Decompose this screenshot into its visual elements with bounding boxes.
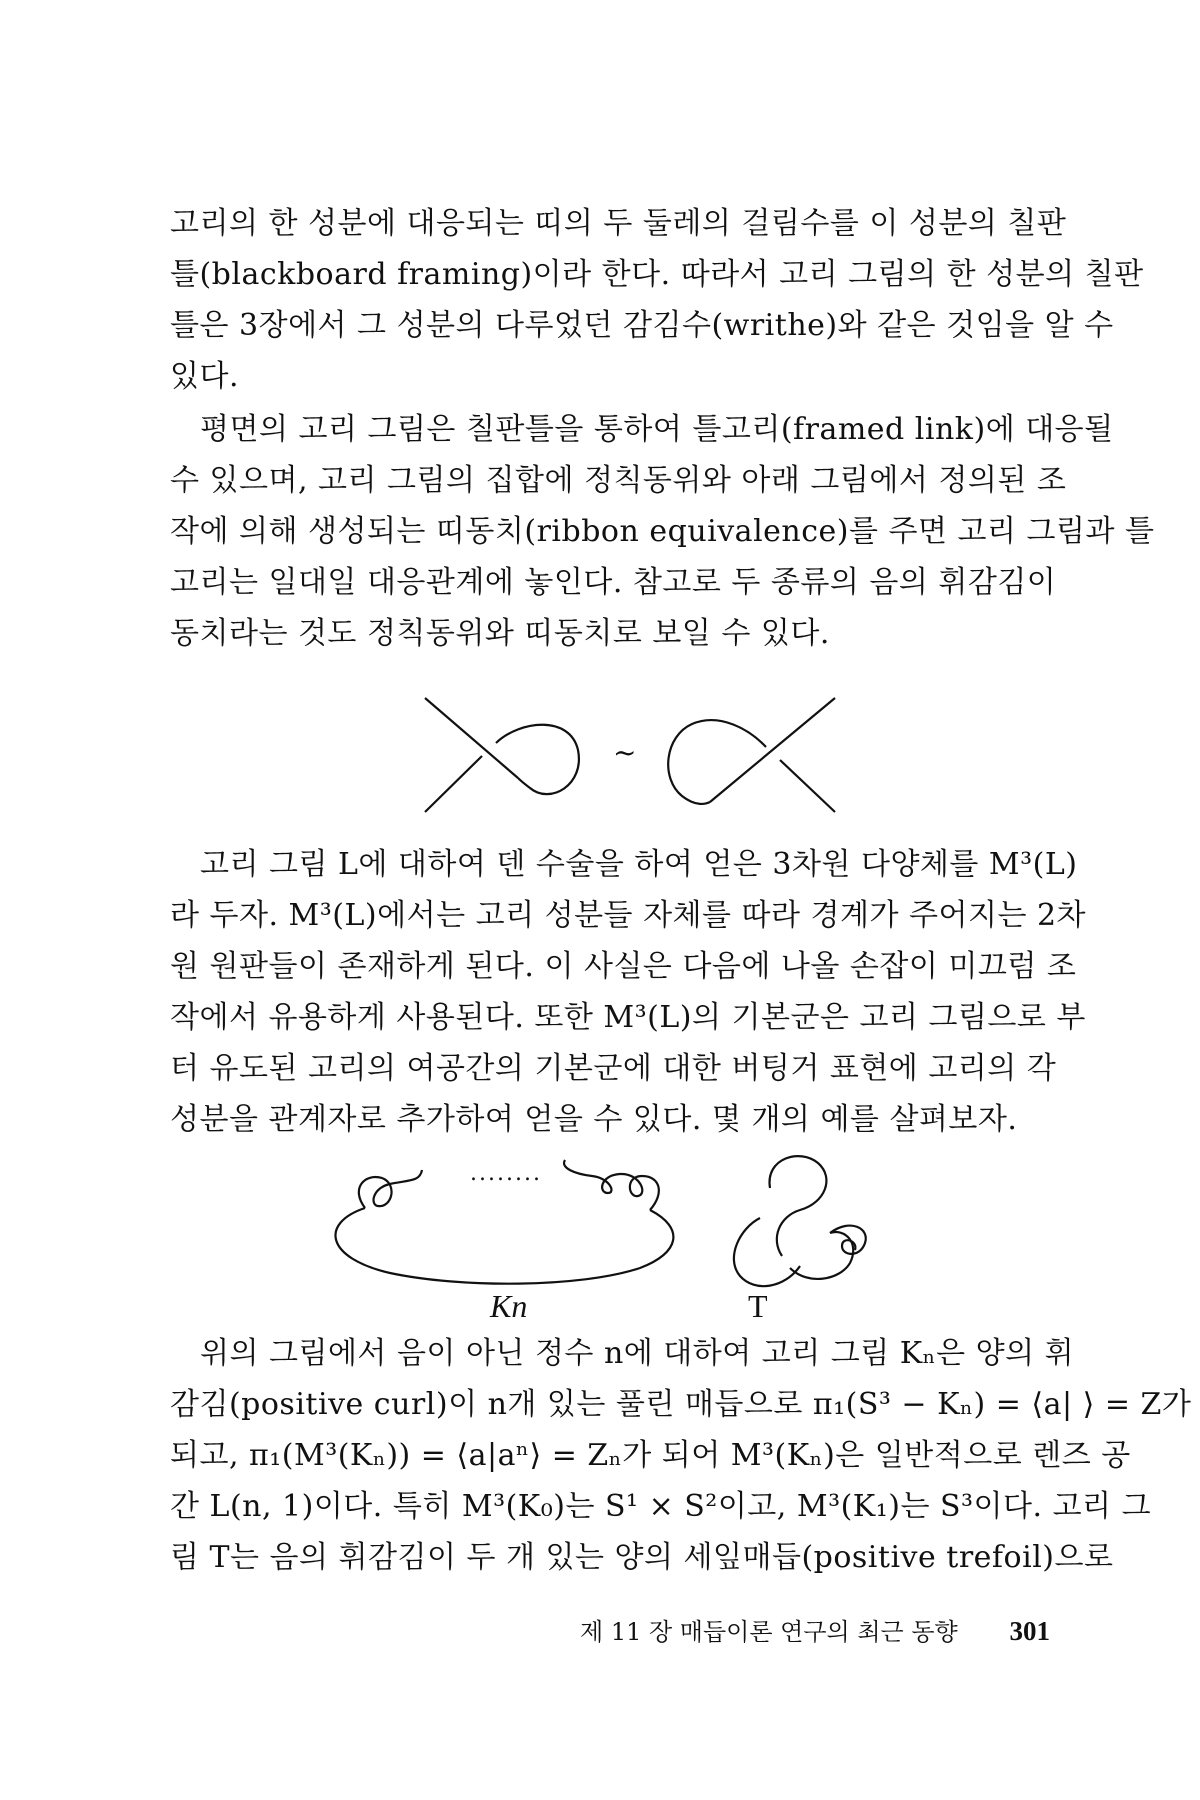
kn-unknot-body <box>335 1208 673 1284</box>
text-line: 라 두자. M³(L)에서는 고리 성분들 자체를 따라 경계가 주어지는 2차 <box>170 898 1087 933</box>
text-line: 고리는 일대일 대응관계에 놓인다. 참고로 두 종류의 음의 휘감김이 <box>170 565 1057 600</box>
kn-dots: ........ <box>470 1161 542 1186</box>
chapter-title: 제 11 장 매듭이론 연구의 최근 동향 <box>580 1618 958 1646</box>
text-line: 감김(positive curl)이 n개 있는 풀린 매듭으로 π₁(S³ − Kₙ) = ⟨a| ⟩ = Z가 <box>170 1387 1192 1422</box>
text-line: 림 T는 음의 휘감김이 두 개 있는 양의 세잎매듭(positive trefoil)으로 <box>170 1540 1114 1575</box>
trefoil-curl <box>830 1226 866 1254</box>
kn-curl <box>564 1160 659 1210</box>
kn-label: Kn <box>490 1288 528 1324</box>
trefoil-strand <box>790 1232 853 1279</box>
text-line: 터 유도된 고리의 여공간의 기본군에 대한 버팅거 표현에 고리의 각 <box>170 1051 1057 1086</box>
text-line: 동치라는 것도 정칙동위와 띠동치로 보일 수 있다. <box>170 616 830 651</box>
knot-examples-diagram <box>330 1148 890 1328</box>
text-line: 위의 그림에서 음이 아닌 정수 n에 대하여 고리 그림 Kₙ은 양의 휘 <box>200 1336 1075 1371</box>
text-line: 틀은 3장에서 그 성분의 다루었던 감김수(writhe)와 같은 것임을 알 수 <box>170 308 1114 343</box>
kn-curl <box>359 1170 422 1208</box>
text-line: 원 원판들이 존재하게 된다. 이 사실은 다음에 나올 손잡이 미끄럼 조 <box>170 949 1077 984</box>
t-label: T <box>748 1288 768 1324</box>
ribbon-move-diagram <box>420 690 840 820</box>
page-footer <box>580 1612 1050 1647</box>
equivalence-tilde: ~ <box>613 736 637 769</box>
text-line: 작에서 유용하게 사용된다. 또한 M³(L)의 기본군은 고리 그림으로 부 <box>170 1000 1086 1035</box>
text-line: 되고, π₁(M³(Kₙ)) = ⟨a|aⁿ⟩ = Zₙ가 되어 M³(Kₙ)은 일반적으로 렌즈 공 <box>170 1438 1131 1473</box>
page-number: 301 <box>1009 1616 1050 1646</box>
strand <box>780 760 835 812</box>
curl-loop <box>496 725 579 794</box>
trefoil-strand <box>770 1156 827 1256</box>
ribbon-move-figure <box>420 690 840 820</box>
paragraph-1 <box>170 198 1144 402</box>
text-line: 간 L(n, 1)이다. 특히 M³(K₀)는 S¹ × S²이고, M³(K₁)는 S³이다. 고리 그 <box>170 1489 1152 1524</box>
text-line: 작에 의해 생성되는 띠동치(ribbon equivalence)를 주면 고리 그림과 틀 <box>170 514 1155 549</box>
text-line: 고리 그림 L에 대하여 덴 수술을 하여 얻은 3차원 다양체를 M³(L) <box>200 847 1078 882</box>
trefoil-strand <box>734 1218 800 1286</box>
text-line: 성분을 관계자로 추가하여 얻을 수 있다. 몇 개의 예를 살펴보자. <box>170 1102 1018 1137</box>
paragraph-2 <box>170 404 1155 659</box>
text-line: 고리의 한 성분에 대응되는 띠의 두 둘레의 걸림수를 이 성분의 칠판 <box>170 206 1067 241</box>
text-line: 평면의 고리 그림은 칠판틀을 통하여 틀고리(framed link)에 대응될 <box>200 412 1114 447</box>
paragraph-3 <box>170 839 1087 1145</box>
strand <box>425 756 482 812</box>
curl-loop <box>668 720 766 804</box>
text-line: 틀(blackboard framing)이라 한다. 따라서 고리 그림의 한 성분의 칠판 <box>170 257 1144 292</box>
knot-examples-figure <box>330 1148 890 1328</box>
paragraph-4 <box>170 1328 1192 1583</box>
strand <box>710 698 835 802</box>
text-line: 수 있으며, 고리 그림의 집합에 정칙동위와 아래 그림에서 정의된 조 <box>170 463 1067 498</box>
text-line: 있다. <box>170 359 239 394</box>
